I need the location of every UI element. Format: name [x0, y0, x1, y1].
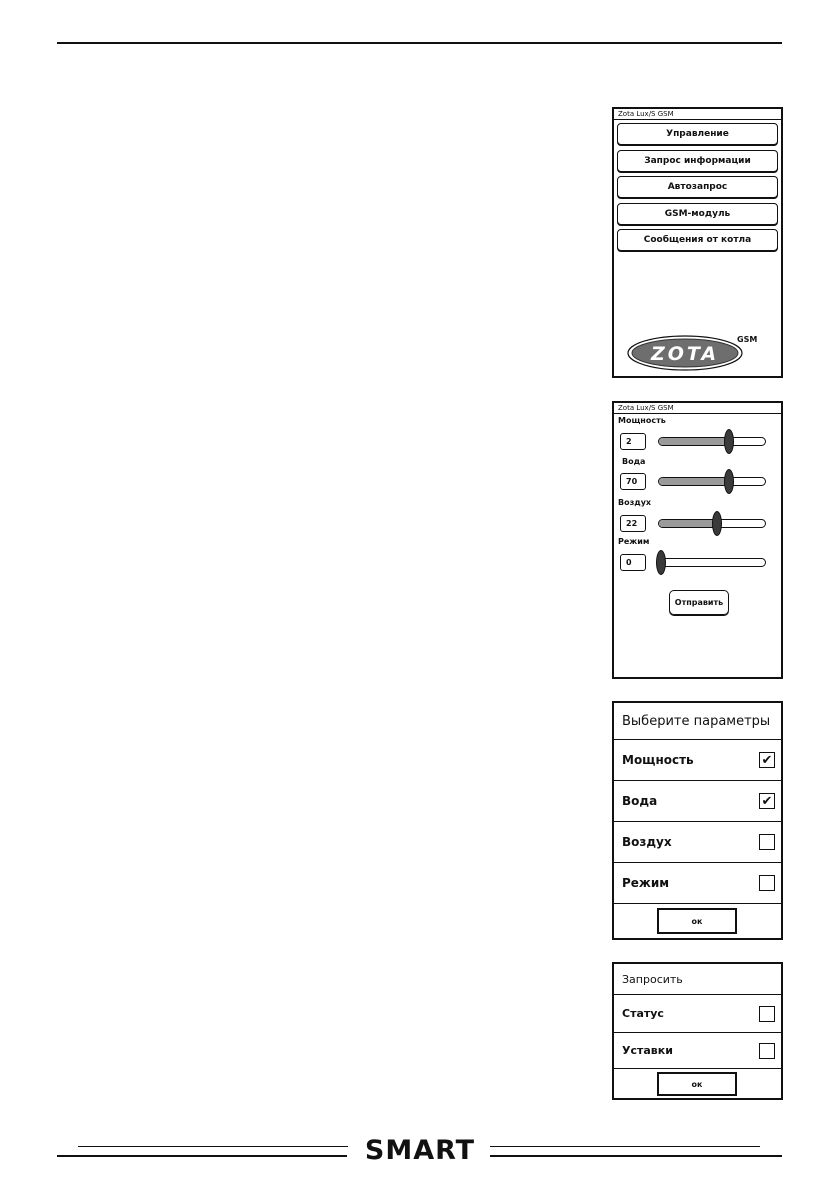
footer-rule-right-thin	[490, 1146, 760, 1147]
param-checkbox-water[interactable]: ✔	[759, 793, 775, 809]
air-slider-thumb[interactable]	[712, 511, 722, 536]
air-value[interactable]: 22	[620, 515, 646, 532]
footer-brand-logo: SMART	[364, 1135, 476, 1166]
send-button[interactable]: Отправить	[669, 590, 729, 615]
mode-slider[interactable]	[658, 558, 766, 567]
footer-rule-left-thick	[57, 1155, 347, 1157]
menu-item-info-request[interactable]: Запрос информации	[617, 150, 778, 172]
app-title: Zota Lux/S GSM	[614, 109, 781, 120]
footer-rule-right-thick	[490, 1155, 782, 1157]
control-screen	[612, 401, 783, 679]
water-slider-fill	[659, 478, 729, 485]
mode-value[interactable]: 0	[620, 554, 646, 571]
mode-slider-thumb[interactable]	[656, 550, 666, 575]
param-checkbox-power[interactable]: ✔	[759, 752, 775, 768]
app-title-2: Zota Lux/S GSM	[614, 403, 781, 414]
power-value[interactable]: 2	[620, 433, 646, 450]
param-label-mode: Режим	[622, 876, 670, 890]
logo-gsm-label: GSM	[737, 335, 758, 344]
request-checkbox-settings[interactable]	[759, 1043, 775, 1059]
water-slider[interactable]	[658, 477, 766, 486]
power-slider-thumb[interactable]	[724, 429, 734, 454]
dialog-title: Выберите параметры	[622, 713, 771, 729]
param-checkbox-mode[interactable]	[759, 875, 775, 891]
footer-rule-left-thin	[78, 1146, 348, 1147]
water-value[interactable]: 70	[620, 473, 646, 490]
param-row-air[interactable]	[614, 821, 781, 862]
power-slider-fill	[659, 438, 729, 445]
air-slider[interactable]	[658, 519, 766, 528]
mode-label: Режим	[618, 537, 650, 546]
request-ok-button[interactable]: ок	[657, 1072, 737, 1096]
main-menu-screen	[612, 107, 783, 378]
ok-button[interactable]: ок	[657, 908, 737, 934]
param-label-air: Воздух	[622, 835, 672, 849]
menu-item-autorequest[interactable]: Автозапрос	[617, 176, 778, 198]
power-slider[interactable]	[658, 437, 766, 446]
menu-item-boiler-messages[interactable]: Сообщения от котла	[617, 229, 778, 251]
request-dialog-title: Запросить	[622, 972, 683, 986]
logo-text: ZOTA	[650, 343, 720, 365]
param-checkbox-air[interactable]	[759, 834, 775, 850]
request-label-settings: Уставки	[622, 1044, 673, 1057]
menu-item-control[interactable]: Управление	[617, 123, 778, 145]
param-row-power[interactable]	[614, 739, 781, 780]
water-slider-thumb[interactable]	[724, 469, 734, 494]
request-label-status: Статус	[622, 1007, 664, 1020]
param-label-water: Вода	[622, 794, 658, 808]
zota-logo	[627, 335, 743, 371]
param-row-mode[interactable]	[614, 862, 781, 903]
param-row-water[interactable]	[614, 780, 781, 821]
air-slider-fill	[659, 520, 717, 527]
request-row-settings[interactable]	[614, 1032, 781, 1068]
request-dialog	[612, 962, 783, 1100]
water-label: Вода	[622, 457, 646, 466]
select-parameters-dialog	[612, 701, 783, 940]
header-rule	[57, 42, 782, 44]
air-label: Воздух	[618, 498, 652, 507]
request-checkbox-status[interactable]	[759, 1006, 775, 1022]
request-row-status[interactable]	[614, 994, 781, 1032]
menu-item-gsm-module[interactable]: GSM-модуль	[617, 203, 778, 225]
power-label: Мощность	[618, 416, 666, 425]
param-label-power: Мощность	[622, 753, 694, 767]
